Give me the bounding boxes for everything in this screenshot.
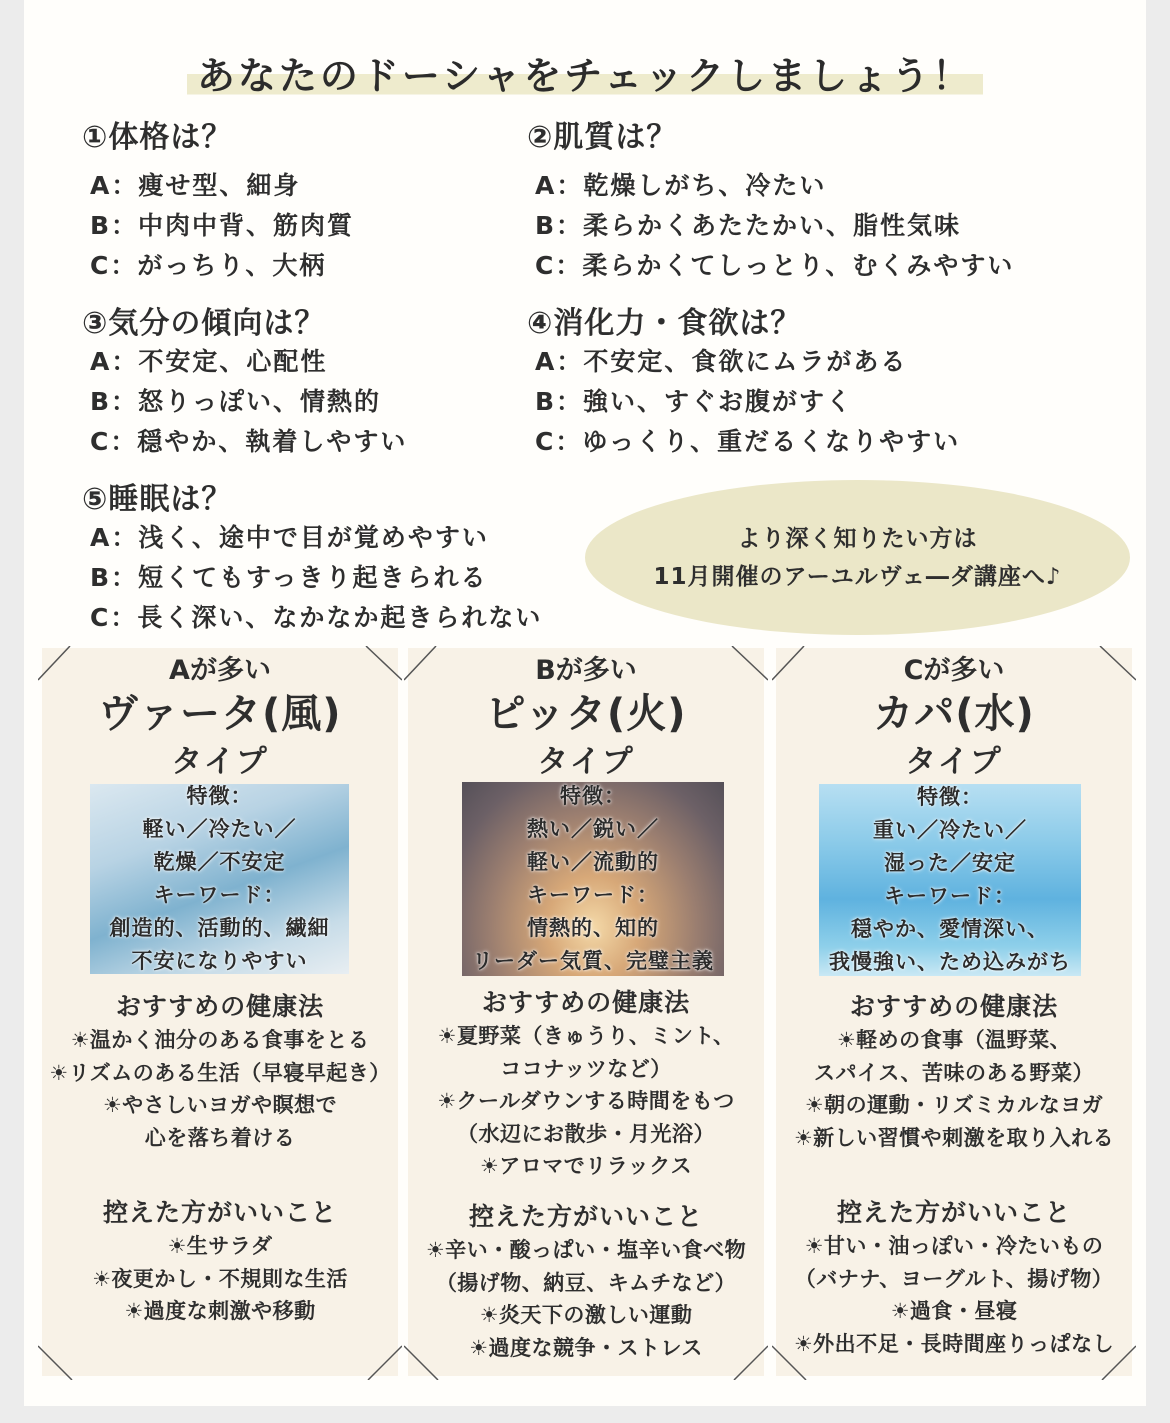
question-4: [527, 298, 960, 462]
bubble-line-1: より深く知りたい方は: [737, 525, 978, 552]
features-line: 特徴：: [186, 784, 253, 808]
question-title: ④消化力・食欲は？: [527, 306, 802, 341]
features-line: 穏やか、愛情深い、: [851, 917, 1049, 941]
features-line: 湿った／安定: [884, 851, 1016, 875]
dosha-type-label: タイプ: [905, 744, 1003, 780]
bubble-line-2: 11月開催のアーユルヴェ―ダ講座へ♪: [653, 563, 1062, 590]
recommended-item: ☀軽めの食事（温野菜、: [836, 1028, 1072, 1052]
question-2: [527, 112, 1014, 286]
avoid-item: ☀甘い・油っぽい・冷たいもの: [804, 1234, 1104, 1258]
option-c: C：穏やか、執着しやすい: [90, 427, 408, 456]
question-5: [82, 474, 542, 638]
card-condition: Aが多い: [169, 655, 271, 686]
avoid-item: ☀過度な刺激や移動: [124, 1299, 316, 1323]
recommended-section: [42, 990, 398, 1154]
features-line: キーワード：: [527, 883, 659, 907]
dosha-type-label: タイプ: [171, 744, 269, 780]
option-a: A：痩せ型、細身: [90, 171, 301, 200]
features-line: 重い／冷たい／: [873, 818, 1027, 842]
recommended-item: ☀クールダウンする時間をもつ: [437, 1089, 735, 1113]
dosha-card-vata: [42, 648, 398, 1376]
avoid-item: ☀夜更かし・不規則な生活: [92, 1266, 348, 1291]
recommended-item: ☀アロマでリラックス: [479, 1154, 693, 1178]
corner-line: [38, 1340, 78, 1380]
avoid-title: 控えた方がいいこと: [102, 1198, 337, 1227]
corner-line: [362, 1340, 402, 1380]
recommended-title: おすすめの健康法: [849, 992, 1059, 1021]
recommended-item: ココナッツなど）: [500, 1056, 672, 1081]
option-b: B：強い、すぐお腹がすく: [535, 387, 854, 416]
avoid-item: ☀過度な競争・ストレス: [469, 1335, 703, 1360]
option-b: B：怒りっぽい、情熱的: [90, 387, 382, 416]
question-1: [82, 112, 354, 286]
avoid-item: ☀生サラダ: [167, 1234, 273, 1258]
option-b: B：中肉中背、筋肉質: [90, 211, 355, 240]
recommended-item: ☀朝の運動・リズミカルなヨガ: [804, 1093, 1104, 1117]
avoid-section: [42, 1196, 398, 1328]
features-image-water: [819, 784, 1081, 976]
avoid-item: （バナナ、ヨーグルト、揚げ物）: [794, 1266, 1114, 1291]
recommended-item: ☀新しい習慣や刺激を取り入れる: [793, 1125, 1115, 1150]
features-line: 不安になりやすい: [131, 949, 308, 973]
features-line: 我慢強い、ため込みがち: [829, 950, 1071, 974]
option-a: A：不安定、食欲にムラがある: [535, 347, 908, 376]
features-line: 特徴：: [917, 785, 983, 809]
question-title: ⑤睡眠は？: [82, 482, 233, 517]
question-title: ③気分の傾向は？: [82, 306, 326, 341]
avoid-section: [408, 1200, 764, 1364]
recommended-section: [408, 986, 764, 1183]
avoid-item: （揚げ物、納豆、キムチなど）: [435, 1270, 737, 1295]
features-line: 軽い／流動的: [527, 850, 659, 874]
option-a: A：乾燥しがち、冷たい: [535, 171, 827, 200]
features-line: 軽い／冷たい／: [142, 817, 297, 841]
features-line: 創造的、活動的、繊細: [109, 916, 330, 940]
avoid-item: ☀過食・昼寝: [890, 1299, 1018, 1323]
question-title: ②肌質は？: [527, 120, 678, 155]
option-b: B：短くてもすっきり起きられる: [90, 563, 488, 592]
avoid-item: ☀炎天下の激しい運動: [479, 1303, 693, 1327]
recommended-item: 心を落ち着ける: [144, 1125, 296, 1150]
option-c: C：柔らかくてしっとり、むくみやすい: [535, 251, 1015, 280]
recommended-item: ☀温かく油分のある食事をとる: [70, 1028, 370, 1052]
question-title: ①体格は？: [82, 120, 233, 155]
avoid-item: ☀辛い・酸っぱい・塩辛い食べ物: [425, 1238, 747, 1262]
course-info-bubble: [585, 480, 1130, 635]
features-line: 情熱的、知的: [527, 916, 659, 940]
avoid-title: 控えた方がいいこと: [836, 1198, 1071, 1227]
features-line: 特徴：: [560, 784, 626, 808]
recommended-title: おすすめの健康法: [481, 988, 691, 1017]
dosha-card-kapha: [776, 648, 1132, 1376]
avoid-section: [776, 1196, 1132, 1360]
features-line: キーワード：: [153, 883, 286, 907]
option-b: B：柔らかくあたたかい、脂性気味: [535, 211, 962, 240]
dosha-name: カパ(水): [873, 691, 1035, 737]
option-a: A：不安定、心配性: [90, 347, 328, 376]
option-c: C：ゆっくり、重だるくなりやすい: [535, 427, 961, 456]
card-condition: Bが多い: [535, 655, 637, 686]
features-image-wind: [90, 784, 349, 974]
dosha-card-pitta: [408, 648, 764, 1376]
features-line: リーダー気質、完璧主義: [472, 949, 714, 973]
recommended-item: ☀夏野菜（きゅうり、ミント、: [437, 1024, 735, 1048]
recommended-item: ☀やさしいヨガや瞑想で: [102, 1093, 338, 1117]
option-c: C：がっちり、大柄: [90, 251, 327, 280]
features-line: 熱い／鋭い／: [527, 817, 659, 841]
recommended-item: スパイス、苦味のある野菜）: [814, 1060, 1094, 1085]
dosha-name: ピッタ(火): [485, 691, 687, 737]
features-image-fire: [462, 782, 724, 976]
recommended-item: ☀リズムのある生活（早寝早起き）: [49, 1060, 391, 1085]
features-line: 乾燥／不安定: [153, 850, 286, 874]
recommended-title: おすすめの健康法: [115, 992, 325, 1021]
option-c: C：長く深い、なかなか起きられない: [90, 603, 543, 632]
page-title: あなたのドーシャをチェックしましょう！: [0, 45, 1170, 100]
features-line: キーワード：: [884, 884, 1016, 908]
dosha-type-label: タイプ: [537, 744, 635, 780]
avoid-title: 控えた方がいいこと: [468, 1202, 703, 1231]
avoid-item: ☀外出不足・長時間座りっぱなし: [793, 1331, 1115, 1356]
option-a: A：浅く、途中で目が覚めやすい: [90, 523, 489, 552]
recommended-section: [776, 990, 1132, 1154]
recommended-item: （水辺にお散歩・月光浴）: [457, 1121, 715, 1146]
dosha-name: ヴァータ(風): [98, 691, 342, 737]
card-condition: Cが多い: [903, 655, 1005, 686]
question-3: [82, 298, 407, 462]
